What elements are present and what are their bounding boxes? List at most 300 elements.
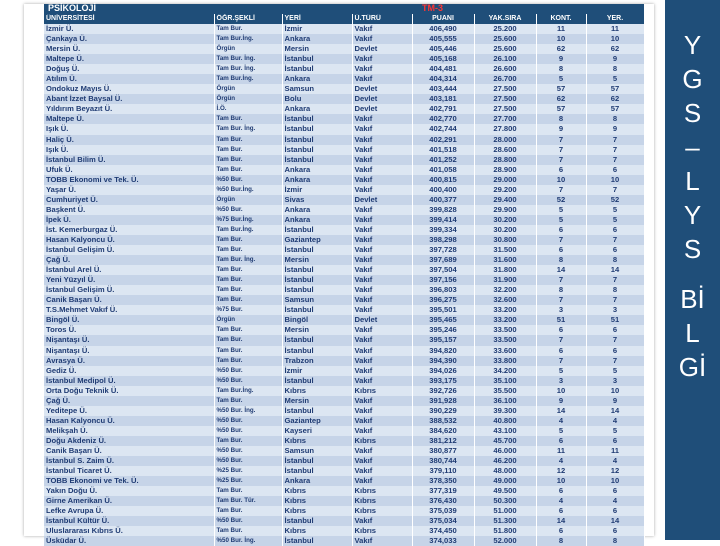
cell-placed: 10: [586, 386, 644, 396]
cell-score: 396,275: [412, 295, 474, 305]
cell-quota: 5: [536, 74, 586, 84]
cell-university-type: Vakıf: [352, 54, 412, 64]
cell-university: Girne Amerikan Ü.: [44, 496, 214, 506]
cell-rank: 35.500: [474, 386, 536, 396]
cell-university: Yakın Doğu Ü.: [44, 486, 214, 496]
cell-university: Hasan Kalyoncu Ü.: [44, 235, 214, 245]
cell-placed: 10: [586, 34, 644, 44]
cell-city: Ankara: [282, 165, 352, 175]
cell-quota: 7: [536, 235, 586, 245]
col-header-placed: YER.: [586, 14, 644, 24]
sidebar-letter: S: [683, 98, 702, 128]
table-row: [44, 185, 644, 195]
cell-university-type: Vakıf: [352, 426, 412, 436]
cell-education-type: Örgün: [214, 84, 282, 94]
cell-education-type: Tam Bur.: [214, 436, 282, 446]
cell-placed: 62: [586, 44, 644, 54]
slide-frame: [24, 3, 654, 546]
cell-university-type: Vakıf: [352, 135, 412, 145]
cell-city: Mersin: [282, 44, 352, 54]
cell-city: İstanbul: [282, 275, 352, 285]
table-row: [44, 426, 644, 436]
cell-quota: 6: [536, 346, 586, 356]
cell-city: İstanbul: [282, 406, 352, 416]
cell-university: Maltepe Ü.: [44, 114, 214, 124]
cell-placed: 7: [586, 185, 644, 195]
cell-education-type: Tam Bur.: [214, 335, 282, 345]
cell-university: Cumhuriyet Ü.: [44, 195, 214, 205]
cell-placed: 5: [586, 426, 644, 436]
cell-placed: 6: [586, 346, 644, 356]
cell-placed: 9: [586, 54, 644, 64]
cell-university: Avrasya Ü.: [44, 356, 214, 366]
cell-university-type: Kıbrıs: [352, 386, 412, 396]
cell-city: İstanbul: [282, 135, 352, 145]
cell-university-type: Vakıf: [352, 356, 412, 366]
cell-university: İst. Kemerburgaz Ü.: [44, 225, 214, 235]
cell-city: Ankara: [282, 476, 352, 486]
cell-city: Mersin: [282, 396, 352, 406]
cell-university-type: Vakıf: [352, 275, 412, 285]
cell-score: 374,450: [412, 526, 474, 536]
cell-score: 395,465: [412, 315, 474, 325]
col-header-score: PUANI: [412, 14, 474, 24]
table-row: [44, 175, 644, 185]
cell-education-type: Tam Bur.: [214, 24, 282, 34]
sidebar-letter: –: [685, 132, 700, 162]
cell-placed: 5: [586, 74, 644, 84]
cell-score: 404,481: [412, 64, 474, 74]
cell-university-type: Vakıf: [352, 285, 412, 295]
cell-university: Doğu Akdeniz Ü.: [44, 436, 214, 446]
cell-university-type: Kıbrıs: [352, 436, 412, 446]
cell-education-type: %50 Bur.: [214, 456, 282, 466]
table-row: [44, 406, 644, 416]
table-row: [44, 165, 644, 175]
cell-university-type: Vakıf: [352, 165, 412, 175]
cell-placed: 7: [586, 155, 644, 165]
cell-university-type: Vakıf: [352, 265, 412, 275]
cell-rank: 33.600: [474, 346, 536, 356]
cell-score: 394,026: [412, 366, 474, 376]
cell-rank: 31.900: [474, 275, 536, 285]
cell-university-type: Devlet: [352, 315, 412, 325]
cell-education-type: %25 Bur.: [214, 476, 282, 486]
cell-rank: 30.200: [474, 225, 536, 235]
cell-university: İzmir Ü.: [44, 24, 214, 34]
cell-quota: 5: [536, 426, 586, 436]
sidebar-banner: [665, 0, 720, 540]
cell-university: Uluslararası Kıbrıs Ü.: [44, 526, 214, 536]
cell-rank: 29.900: [474, 205, 536, 215]
cell-quota: 6: [536, 526, 586, 536]
cell-rank: 51.300: [474, 516, 536, 526]
cell-rank: 43.100: [474, 426, 536, 436]
cell-score: 406,490: [412, 24, 474, 34]
cell-education-type: Tam Bur.: [214, 165, 282, 175]
cell-placed: 7: [586, 145, 644, 155]
cell-education-type: Tam Bur.: [214, 285, 282, 295]
table-row: [44, 315, 644, 325]
table-row: [44, 486, 644, 496]
cell-quota: 7: [536, 295, 586, 305]
cell-university-type: Kıbrıs: [352, 496, 412, 506]
cell-education-type: %50 Bur. İng.: [214, 536, 282, 546]
cell-city: İstanbul: [282, 376, 352, 386]
cell-university: Toros Ü.: [44, 325, 214, 335]
cell-quota: 4: [536, 496, 586, 506]
cell-university: İstanbul Ticaret Ü.: [44, 466, 214, 476]
cell-score: 401,058: [412, 165, 474, 175]
table-row: [44, 496, 644, 506]
department-title: PSİKOLOJİ: [48, 3, 97, 13]
cell-quota: 6: [536, 506, 586, 516]
cell-university: Yeditepe Ü.: [44, 406, 214, 416]
cell-city: İstanbul: [282, 54, 352, 64]
cell-education-type: Tam Bur. İng.: [214, 64, 282, 74]
cell-city: Ankara: [282, 175, 352, 185]
col-header-university: ÜNİVERSİTESİ: [44, 14, 214, 24]
cell-rank: 25.600: [474, 44, 536, 54]
cell-rank: 49.000: [474, 476, 536, 486]
cell-university: İstanbul Arel Ü.: [44, 265, 214, 275]
cell-university: Ondokuz Mayıs Ü.: [44, 84, 214, 94]
cell-rank: 51.800: [474, 526, 536, 536]
cell-university: Lefke Avrupa Ü.: [44, 506, 214, 516]
cell-placed: 11: [586, 24, 644, 34]
cell-university-type: Vakıf: [352, 155, 412, 165]
cell-score: 394,390: [412, 356, 474, 366]
cell-university: TOBB Ekonomi ve Tek. Ü.: [44, 476, 214, 486]
cell-placed: 6: [586, 526, 644, 536]
cell-quota: 8: [536, 255, 586, 265]
cell-city: İzmir: [282, 366, 352, 376]
cell-university-type: Vakıf: [352, 396, 412, 406]
sidebar-vertical-text: [665, 28, 720, 384]
cell-university-type: Vakıf: [352, 366, 412, 376]
cell-quota: 10: [536, 34, 586, 44]
cell-score: 405,168: [412, 54, 474, 64]
cell-university-type: Vakıf: [352, 24, 412, 34]
cell-city: İzmir: [282, 185, 352, 195]
cell-score: 381,212: [412, 436, 474, 446]
cell-score: 379,110: [412, 466, 474, 476]
cell-score: 400,815: [412, 175, 474, 185]
ranking-table: [44, 14, 645, 546]
table-row: [44, 265, 644, 275]
table-row: [44, 34, 644, 44]
cell-score: 399,828: [412, 205, 474, 215]
cell-score: 395,246: [412, 325, 474, 335]
table-row: [44, 225, 644, 235]
cell-city: İstanbul: [282, 245, 352, 255]
cell-city: İstanbul: [282, 305, 352, 315]
cell-quota: 6: [536, 486, 586, 496]
table-row: [44, 516, 644, 526]
cell-university: Mersin Ü.: [44, 44, 214, 54]
cell-university: Abant İzzet Baysal Ü.: [44, 94, 214, 104]
cell-university-type: Vakıf: [352, 34, 412, 44]
cell-university-type: Vakıf: [352, 335, 412, 345]
cell-city: İstanbul: [282, 124, 352, 134]
cell-score: 397,156: [412, 275, 474, 285]
cell-education-type: %50 Bur.: [214, 446, 282, 456]
sidebar-letter: Y: [683, 200, 702, 230]
cell-score: 396,803: [412, 285, 474, 295]
score-type-label: TM-3: [422, 3, 443, 13]
cell-quota: 10: [536, 175, 586, 185]
cell-quota: 6: [536, 436, 586, 446]
cell-university-type: Kıbrıs: [352, 526, 412, 536]
cell-placed: 7: [586, 356, 644, 366]
cell-education-type: Örgün: [214, 44, 282, 54]
cell-rank: 32.600: [474, 295, 536, 305]
cell-city: İstanbul: [282, 285, 352, 295]
cell-university: Yıldırım Beyazıt Ü.: [44, 104, 214, 114]
table-row: [44, 466, 644, 476]
table-row: [44, 44, 644, 54]
table-row: [44, 386, 644, 396]
cell-placed: 6: [586, 245, 644, 255]
cell-city: Trabzon: [282, 356, 352, 366]
cell-university: Çankaya Ü.: [44, 34, 214, 44]
cell-education-type: Örgün: [214, 195, 282, 205]
cell-score: 375,034: [412, 516, 474, 526]
cell-placed: 14: [586, 265, 644, 275]
col-header-education-type: ÖĞR.ŞEKLİ: [214, 14, 282, 24]
cell-university: Yeni Yüzyıl Ü.: [44, 275, 214, 285]
cell-city: Kıbrıs: [282, 526, 352, 536]
cell-rank: 27.800: [474, 124, 536, 134]
cell-quota: 6: [536, 325, 586, 335]
cell-university: Canik Başarı Ü.: [44, 446, 214, 456]
cell-score: 374,033: [412, 536, 474, 546]
cell-score: 402,744: [412, 124, 474, 134]
cell-university: Işık Ü.: [44, 124, 214, 134]
cell-score: 401,252: [412, 155, 474, 165]
cell-rank: 50.300: [474, 496, 536, 506]
cell-university-type: Vakıf: [352, 295, 412, 305]
cell-city: Gaziantep: [282, 235, 352, 245]
table-row: [44, 366, 644, 376]
cell-quota: 52: [536, 195, 586, 205]
cell-placed: 57: [586, 104, 644, 114]
cell-university-type: Vakıf: [352, 225, 412, 235]
cell-university: İstanbul Medipol Ü.: [44, 376, 214, 386]
table-row: [44, 396, 644, 406]
table-row: [44, 195, 644, 205]
cell-education-type: %75 Bur.: [214, 305, 282, 315]
cell-rank: 25.200: [474, 24, 536, 34]
cell-rank: 33.800: [474, 356, 536, 366]
cell-quota: 10: [536, 386, 586, 396]
cell-university-type: Vakıf: [352, 64, 412, 74]
table-row: [44, 285, 644, 295]
cell-education-type: %50 Bur.: [214, 516, 282, 526]
cell-score: 403,181: [412, 94, 474, 104]
cell-placed: 6: [586, 165, 644, 175]
cell-city: Kıbrıs: [282, 506, 352, 516]
cell-city: Ankara: [282, 74, 352, 84]
table-row: [44, 24, 644, 34]
cell-placed: 4: [586, 456, 644, 466]
cell-rank: 51.000: [474, 506, 536, 516]
cell-university: Bingöl Ü.: [44, 315, 214, 325]
table-row: [44, 325, 644, 335]
cell-university-type: Devlet: [352, 44, 412, 54]
table-row: [44, 526, 644, 536]
cell-quota: 8: [536, 285, 586, 295]
cell-placed: 8: [586, 64, 644, 74]
cell-rank: 27.700: [474, 114, 536, 124]
cell-city: Sivas: [282, 195, 352, 205]
cell-rank: 33.200: [474, 315, 536, 325]
cell-score: 397,689: [412, 255, 474, 265]
cell-education-type: Örgün: [214, 315, 282, 325]
cell-rank: 27.500: [474, 94, 536, 104]
cell-city: İzmir: [282, 24, 352, 34]
cell-education-type: Tam Bur.: [214, 356, 282, 366]
cell-score: 400,377: [412, 195, 474, 205]
cell-education-type: Tam Bur.İng.: [214, 34, 282, 44]
cell-city: Mersin: [282, 325, 352, 335]
cell-placed: 7: [586, 295, 644, 305]
cell-city: Samsun: [282, 446, 352, 456]
cell-score: 401,518: [412, 145, 474, 155]
sidebar-letter: G: [682, 64, 703, 94]
cell-score: 402,770: [412, 114, 474, 124]
table-row: [44, 506, 644, 516]
cell-university-type: Vakıf: [352, 74, 412, 84]
table-row: [44, 145, 644, 155]
cell-city: Kıbrıs: [282, 436, 352, 446]
cell-placed: 5: [586, 215, 644, 225]
table-title-row: [44, 4, 644, 14]
cell-placed: 57: [586, 84, 644, 94]
cell-placed: 52: [586, 195, 644, 205]
cell-score: 399,334: [412, 225, 474, 235]
cell-education-type: Tam Bur. İng.: [214, 255, 282, 265]
cell-city: İstanbul: [282, 64, 352, 74]
cell-education-type: Tam Bur. Tür.: [214, 496, 282, 506]
cell-rank: 45.700: [474, 436, 536, 446]
cell-city: İstanbul: [282, 145, 352, 155]
cell-university: İstanbul Gelişim Ü.: [44, 285, 214, 295]
cell-university: TOBB Ekonomi ve Tek. Ü.: [44, 175, 214, 185]
cell-rank: 29.400: [474, 195, 536, 205]
cell-university: Üsküdar Ü.: [44, 536, 214, 546]
cell-quota: 7: [536, 185, 586, 195]
cell-education-type: İ.Ö.: [214, 104, 282, 114]
cell-rank: 48.000: [474, 466, 536, 476]
cell-placed: 8: [586, 255, 644, 265]
cell-quota: 51: [536, 315, 586, 325]
table-row: [44, 155, 644, 165]
cell-score: 395,157: [412, 335, 474, 345]
cell-score: 399,414: [412, 215, 474, 225]
cell-city: Ankara: [282, 215, 352, 225]
cell-university-type: Vakıf: [352, 456, 412, 466]
cell-university-type: Vakıf: [352, 325, 412, 335]
cell-education-type: Tam Bur.: [214, 245, 282, 255]
sidebar-letter: L: [685, 166, 700, 196]
table-row: [44, 335, 644, 345]
table-row: [44, 104, 644, 114]
cell-quota: 3: [536, 305, 586, 315]
cell-city: Kıbrıs: [282, 496, 352, 506]
table-row: [44, 255, 644, 265]
col-header-university-type: Ü.TÜRÜ: [352, 14, 412, 24]
sidebar-letter: Gİ: [678, 352, 707, 382]
cell-university-type: Kıbrıs: [352, 506, 412, 516]
cell-city: İstanbul: [282, 155, 352, 165]
cell-rank: 30.200: [474, 215, 536, 225]
cell-education-type: Tam Bur.: [214, 265, 282, 275]
table-row: [44, 94, 644, 104]
cell-quota: 62: [536, 44, 586, 54]
cell-education-type: Tam Bur.: [214, 275, 282, 285]
table-body: [44, 24, 644, 546]
cell-placed: 9: [586, 396, 644, 406]
sidebar-letter: Bİ: [680, 284, 705, 314]
cell-university-type: Devlet: [352, 84, 412, 94]
cell-university-type: Vakıf: [352, 446, 412, 456]
table-row: [44, 436, 644, 446]
cell-score: 392,726: [412, 386, 474, 396]
col-header-quota: KONT.: [536, 14, 586, 24]
cell-quota: 11: [536, 446, 586, 456]
table-row: [44, 124, 644, 134]
cell-university: İstanbul Gelişim Ü.: [44, 245, 214, 255]
table-row: [44, 135, 644, 145]
cell-score: 384,620: [412, 426, 474, 436]
cell-quota: 6: [536, 225, 586, 235]
cell-rank: 34.200: [474, 366, 536, 376]
cell-quota: 7: [536, 275, 586, 285]
cell-education-type: Tam Bur. İng.: [214, 54, 282, 64]
cell-score: 397,728: [412, 245, 474, 255]
cell-city: Ankara: [282, 104, 352, 114]
cell-score: 377,319: [412, 486, 474, 496]
cell-city: Kıbrıs: [282, 486, 352, 496]
cell-quota: 7: [536, 145, 586, 155]
cell-rank: 40.800: [474, 416, 536, 426]
cell-university-type: Vakıf: [352, 536, 412, 546]
cell-quota: 8: [536, 64, 586, 74]
cell-quota: 7: [536, 356, 586, 366]
cell-score: 403,444: [412, 84, 474, 94]
cell-score: 400,400: [412, 185, 474, 195]
cell-city: İstanbul: [282, 335, 352, 345]
cell-quota: 12: [536, 466, 586, 476]
cell-quota: 5: [536, 205, 586, 215]
cell-education-type: Tam Bur.İng.: [214, 74, 282, 84]
cell-rank: 35.100: [474, 376, 536, 386]
cell-education-type: %25 Bur.: [214, 466, 282, 476]
cell-city: Samsun: [282, 295, 352, 305]
cell-university-type: Vakıf: [352, 466, 412, 476]
cell-city: Samsun: [282, 84, 352, 94]
cell-score: 394,820: [412, 346, 474, 356]
cell-education-type: Tam Bur.: [214, 145, 282, 155]
cell-education-type: %50 Bur. İng.: [214, 406, 282, 416]
cell-university: Hasan Kalyoncu Ü.: [44, 416, 214, 426]
cell-rank: 27.500: [474, 84, 536, 94]
cell-city: Mersin: [282, 255, 352, 265]
col-header-city: YERİ: [282, 14, 352, 24]
cell-university: Canik Başarı Ü.: [44, 295, 214, 305]
cell-placed: 8: [586, 285, 644, 295]
